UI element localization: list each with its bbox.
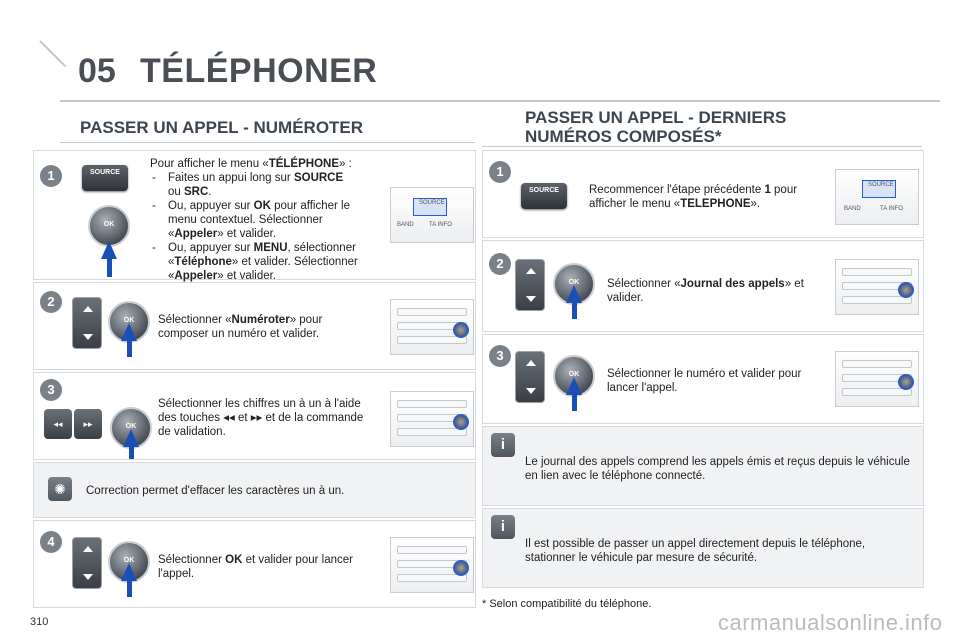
right-section-title-line1: PASSER UN APPEL - DERNIERS (525, 108, 787, 127)
up-arrow-icon (526, 360, 536, 366)
console-illustration (390, 299, 474, 355)
console-band-label: BAND (844, 206, 861, 212)
console-illustration (835, 169, 919, 225)
info-icon: i (491, 515, 515, 539)
arrow-stem (127, 339, 132, 357)
source-button: SOURCE (521, 183, 567, 209)
down-arrow-icon (526, 388, 536, 394)
console-source-label: SOURCE (868, 182, 894, 188)
console-band-label: BAND (397, 222, 414, 228)
console-illustration (835, 351, 919, 407)
up-arrow-icon (83, 306, 93, 312)
source-button: SOURCE (82, 165, 128, 191)
left-step2-panel (33, 282, 476, 370)
left-step4-text: Sélectionner OK et valider pour lancer l'appel. (158, 554, 353, 580)
info-icon: i (491, 433, 515, 457)
watermark: carmanualsonline.info (718, 610, 943, 635)
step-number: 1 (489, 161, 511, 183)
up-arrow-icon (83, 546, 93, 552)
seek-forward-button: ▸▸ (74, 409, 102, 439)
header-decoration (39, 40, 66, 67)
console-illustration (390, 537, 474, 593)
right-step1-text: Recommencer l'étape précédente 1 pour afficher le menu «TELEPHONE». (589, 184, 798, 210)
console-ta-info-label: TA INFO (429, 222, 452, 228)
right-section-title-line2: NUMÉROS COMPOSÉS* (525, 127, 722, 146)
press-arrow-icon (121, 323, 137, 341)
right-step1-panel (482, 150, 924, 238)
left-step3-text: Sélectionner les chiffres un à un à l'aide des touches ◂◂ et ▸▸ et de la commande de validation. (158, 398, 364, 438)
step-number: 3 (489, 345, 511, 367)
right-info1-panel (482, 426, 924, 506)
footnote: * Selon compatibilité du téléphone. (482, 598, 652, 610)
step-number: 1 (40, 165, 62, 187)
ok-knob: OK (88, 205, 130, 247)
right-step3-panel (482, 334, 924, 424)
seek-back-button: ◂◂ (44, 409, 72, 439)
press-arrow-icon (566, 377, 582, 395)
down-arrow-icon (83, 334, 93, 340)
arrow-stem (572, 301, 577, 319)
press-arrow-icon (121, 563, 137, 581)
page-title: TÉLÉPHONER (140, 52, 378, 90)
up-arrow-icon (526, 268, 536, 274)
left-step1-text: Pour afficher le menu «TÉLÉPHONE» : - Faites un appui long sur SOURCE ou SRC. - Ou, appuyer sur OK pour afficher le menu contextuel. Sélectionner «Appeler» et valider. - Ou, appuyer sur MENU, sélectionner «Téléphone» et valider. Sélectionner «Appeler» et valider. (150, 157, 380, 283)
console-source-label: SOURCE (419, 200, 445, 206)
chapter-number: 05 (78, 52, 116, 90)
step-number: 3 (40, 379, 62, 401)
ok-knob: OK (110, 407, 152, 449)
right-step2-text: Sélectionner «Journal des appels» et valider. (607, 278, 804, 304)
rocker-button (72, 297, 102, 349)
press-arrow-icon (123, 429, 139, 447)
arrow-stem (127, 579, 132, 597)
info2-text: Il est possible de passer un appel directement depuis le téléphone, stationner le véhicule par mesure de sécurité. (525, 538, 866, 564)
down-arrow-icon (83, 574, 93, 580)
arrow-stem (572, 393, 577, 411)
right-step2-panel (482, 240, 924, 332)
rocker-button (515, 259, 545, 311)
left-step4-panel (33, 520, 476, 608)
left-section-title: PASSER UN APPEL - NUMÉROTER (80, 118, 364, 137)
down-arrow-icon (526, 296, 536, 302)
press-arrow-icon (101, 241, 117, 259)
rocker-button (72, 537, 102, 589)
step-number: 2 (489, 253, 511, 275)
console-illustration (390, 391, 474, 447)
header-rule (60, 100, 940, 102)
ok-knob: OK (108, 541, 150, 583)
right-section-rule (482, 146, 922, 147)
right-info2-panel (482, 508, 924, 588)
step-number: 4 (40, 531, 62, 553)
page-number: 310 (30, 616, 49, 628)
left-step1-panel (33, 150, 476, 280)
console-illustration (390, 187, 474, 243)
tip-text: Correction permet d'effacer les caractères un à un. (86, 485, 345, 497)
console-illustration (835, 259, 919, 315)
arrow-stem (129, 445, 134, 459)
press-arrow-icon (566, 285, 582, 303)
console-ta-info-label: TA INFO (880, 206, 903, 212)
step-number: 2 (40, 291, 62, 313)
left-tip-panel (33, 462, 476, 518)
left-step2-text: Sélectionner «Numéroter» pour composer un numéro et valider. (158, 314, 323, 340)
info1-text: Le journal des appels comprend les appels émis et reçus depuis le véhicule en lien avec le téléphone connecté. (525, 456, 910, 482)
ok-knob: OK (553, 355, 595, 397)
arrow-stem (107, 259, 112, 277)
left-step3-panel (33, 372, 476, 460)
ok-knob: OK (108, 301, 150, 343)
right-step3-text: Sélectionner le numéro et valider pour lancer l'appel. (607, 368, 802, 394)
rocker-button (515, 351, 545, 403)
left-section-rule (60, 142, 475, 143)
ok-knob: OK (553, 263, 595, 305)
correction-tip-icon: ✺ (48, 477, 72, 501)
